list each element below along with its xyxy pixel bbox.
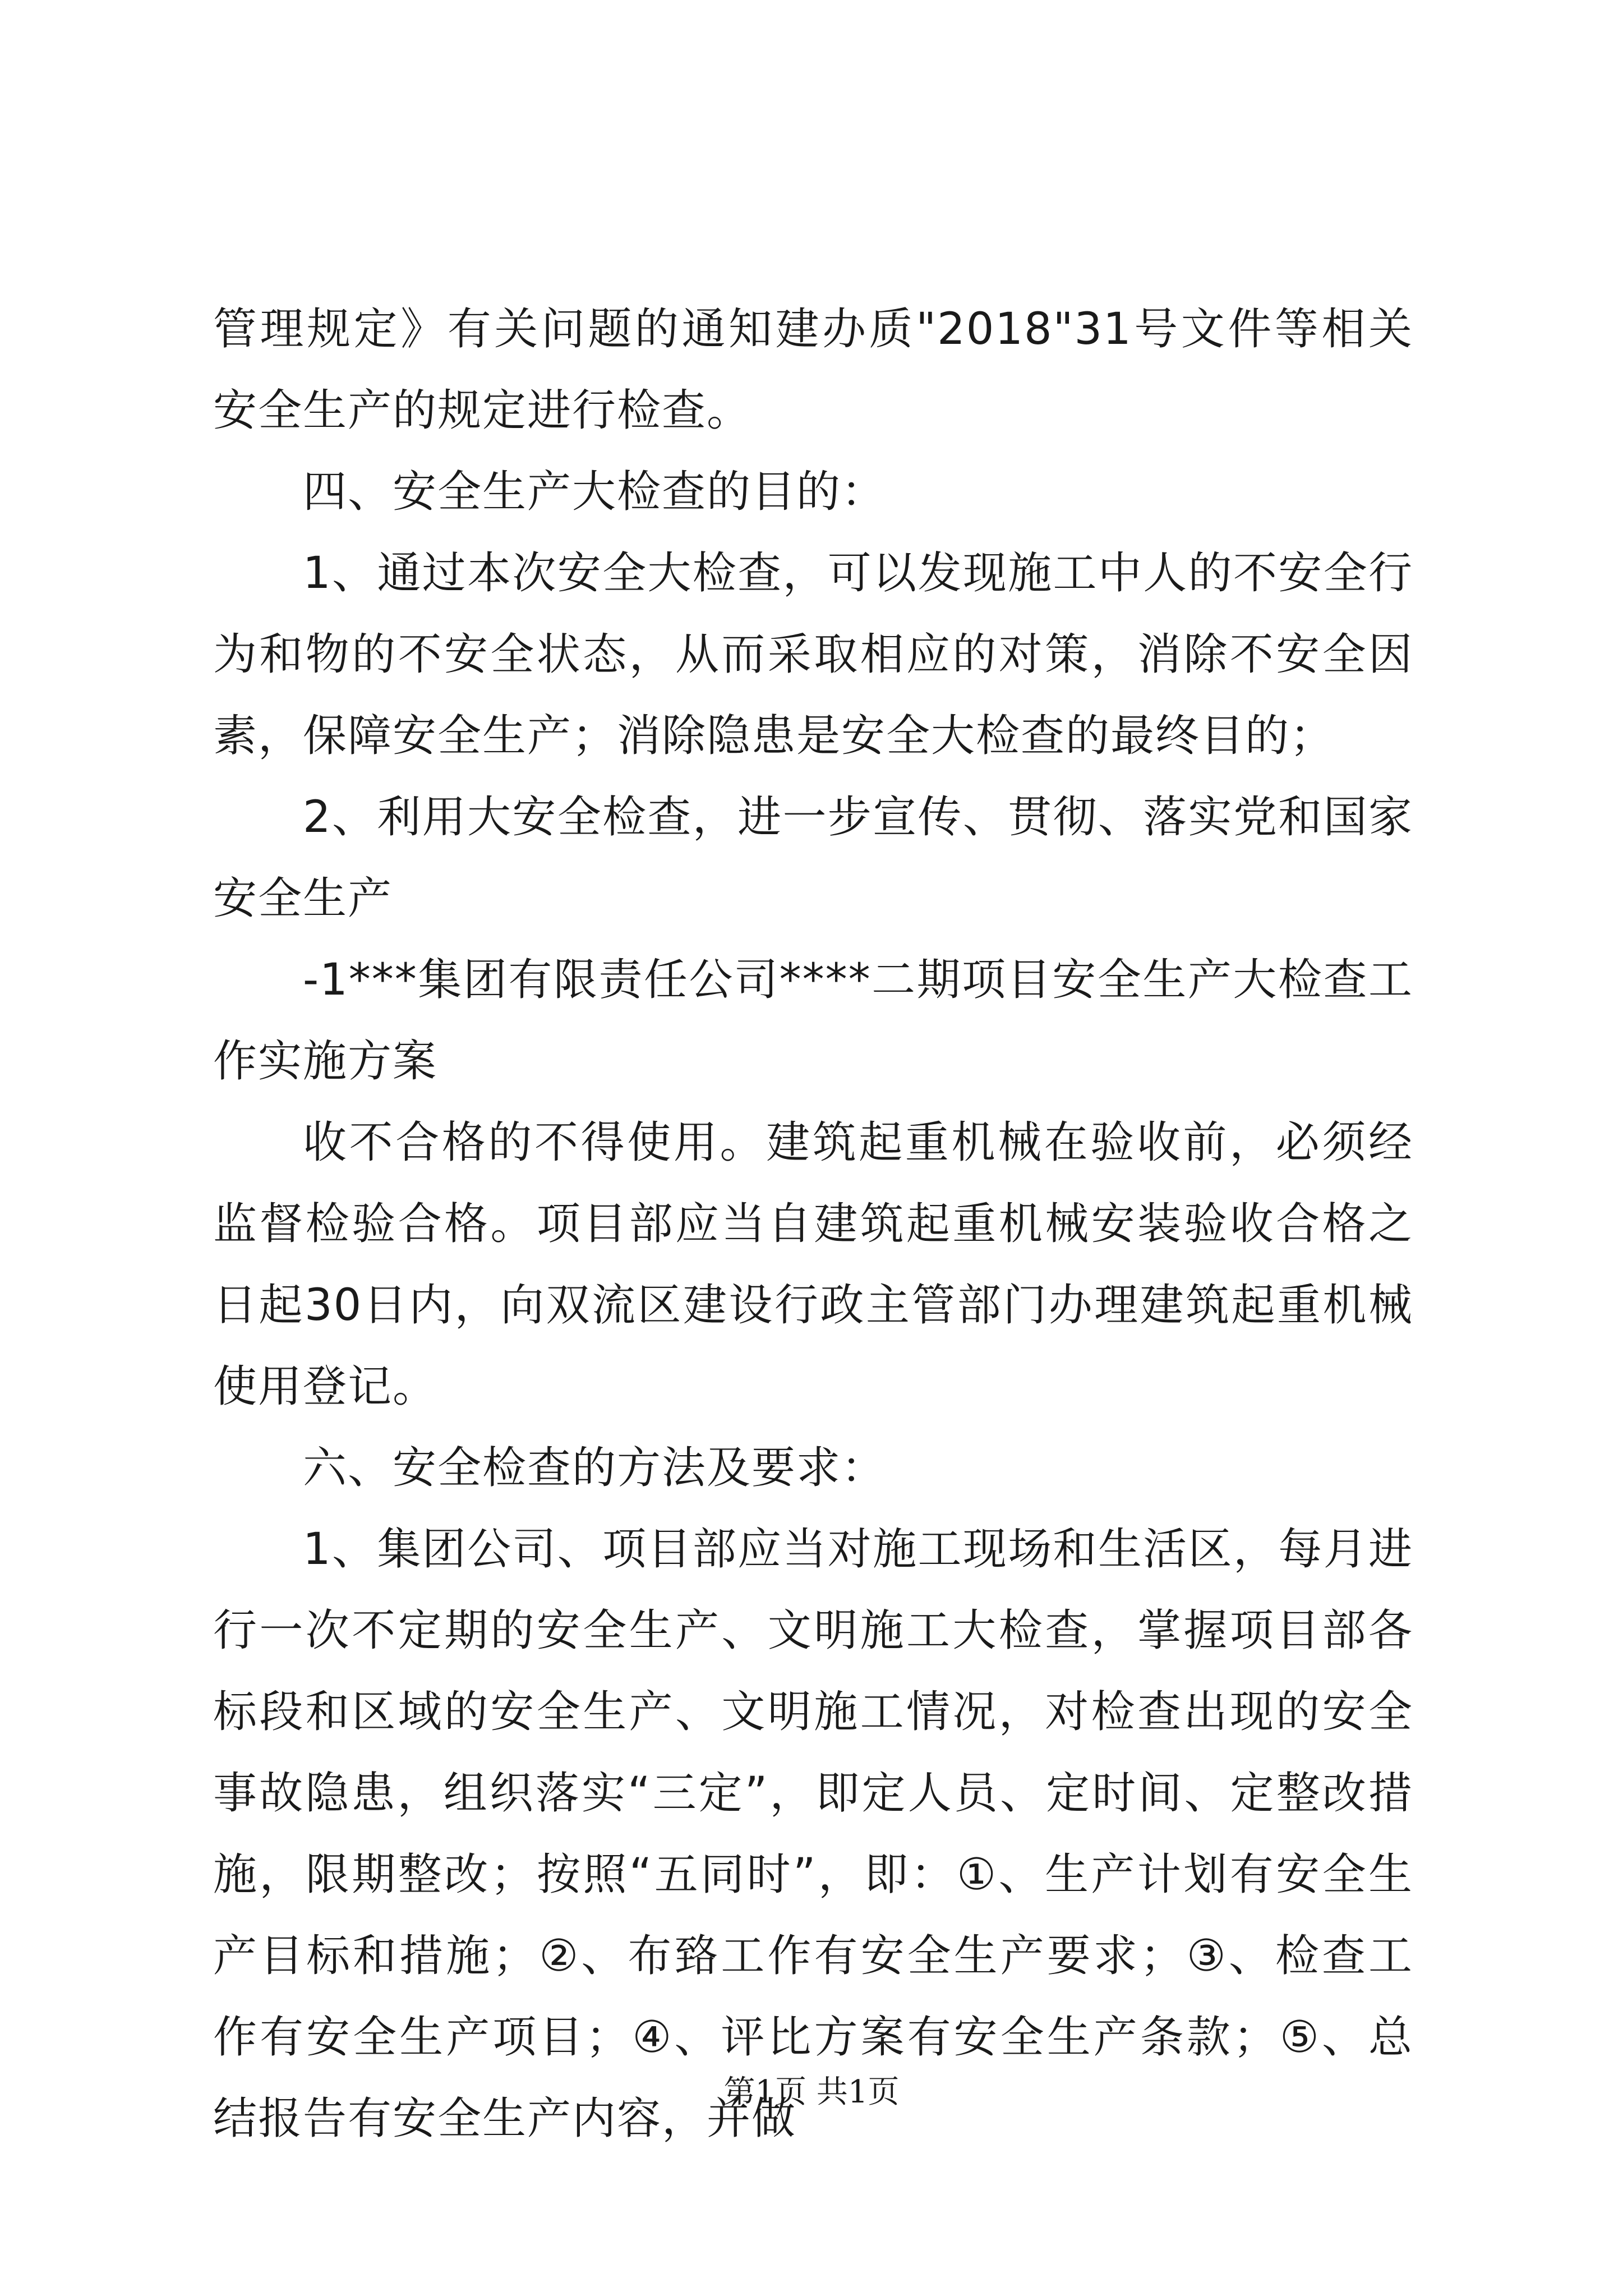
page-footer: 第1页 共1页 bbox=[723, 2074, 900, 2110]
paragraph-purpose-item-2: 2、利用大安全检查，进一步宣传、贯彻、落实党和国家安全生产 bbox=[213, 792, 1413, 924]
paragraph-section-six-heading: 六、安全检查的方法及要求： bbox=[303, 1443, 887, 1493]
paragraph-method-item-1: 1、集团公司、项目部应当对施工现场和生活区，每月进行一次不定期的安全生产、文明施工大检查，掌握项目部各标段和区域的安全生产、文明施工情况，对检查出现的安全事故隐患，组织落实“三定”，即定人员、定时间、定整改措施，限期整改；按照“五同时”，即：①、生产计划有安全生产目标和措施；②、布臵工作有安全生产要求；③、检查工作有安全生产项目；④、评比方案有安全生产条款；⑤、总结报告有安全生产内容，并做 bbox=[213, 1524, 1413, 2144]
paragraph-regulation-continuation: 管理规定》有关问题的通知建办质"2018"31号文件等相关安全生产的规定进行检查。 bbox=[213, 304, 1413, 436]
paragraph-purpose-item-1: 1、通过本次安全大检查，可以发现施工中人的不安全行为和物的不安全状态，从而采取相应的对策，消除不安全因素，保障安全生产；消除隐患是安全大检查的最终目的； bbox=[213, 548, 1413, 761]
paragraph-crane-acceptance: 收不合格的不得使用。建筑起重机械在验收前，必须经监督检验合格。项目部应当自建筑起重机械安装验收合格之日起30日内，向双流区建设行政主管部门办理建筑起重机械使用登记。 bbox=[213, 1117, 1413, 1412]
paragraph-section-four-heading: 四、安全生产大检查的目的： bbox=[303, 467, 887, 517]
paragraph-running-header: -1***集团有限责任公司****二期项目安全生产大检查工作实施方案 bbox=[213, 955, 1413, 1087]
document-body bbox=[213, 289, 1413, 2160]
